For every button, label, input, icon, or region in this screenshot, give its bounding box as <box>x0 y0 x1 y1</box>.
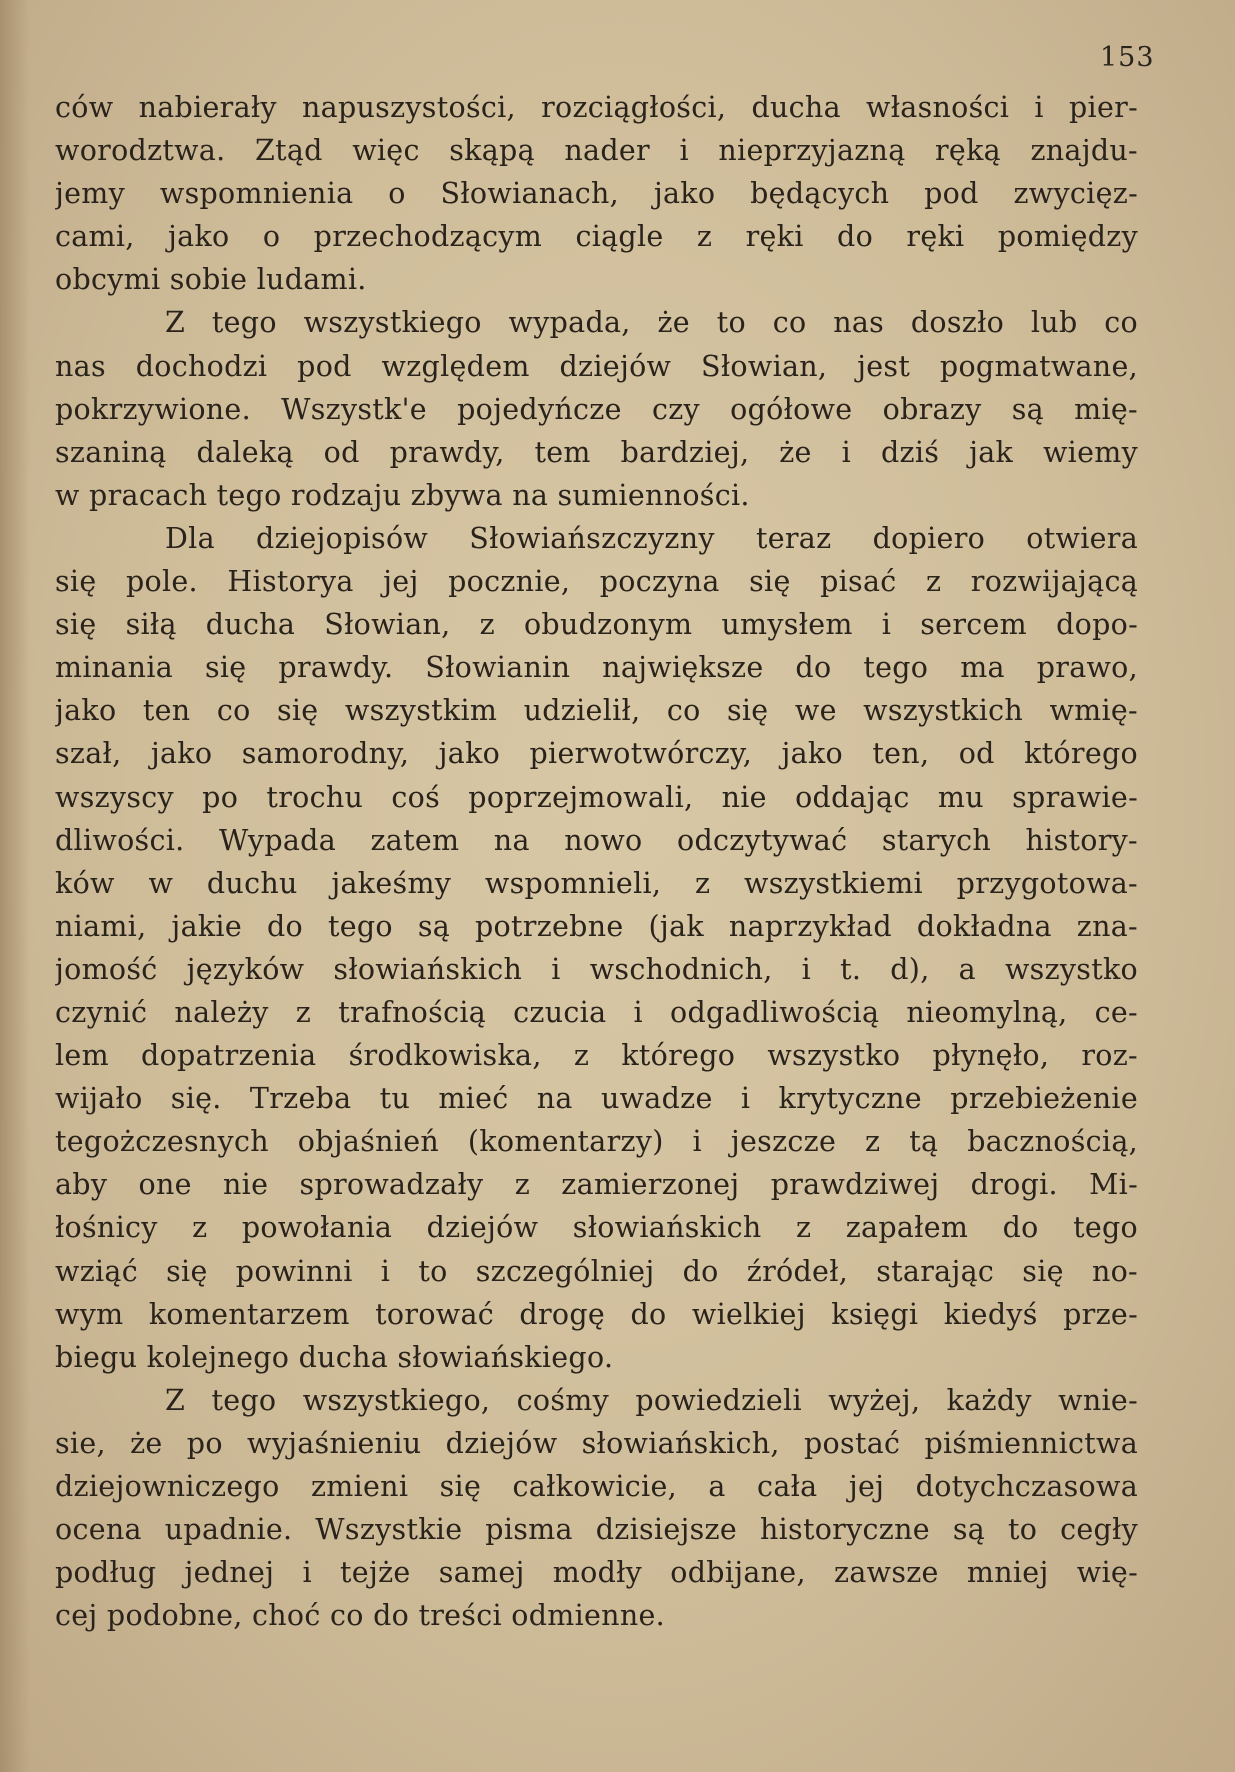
body-text <box>55 86 1138 1637</box>
text-line: dliwości. Wypada zatem na nowo odczytywać starych history- <box>55 823 1138 857</box>
text-line: wijało się. Trzeba tu mieć na uwadze i krytyczne przebieżenie <box>55 1082 1138 1116</box>
text-line: ków w duchu jakeśmy wspomnieli, z wszystkiemi przygotowa- <box>55 866 1138 900</box>
text-line: worodztwa. Ztąd więc skąpą nader i nieprzyjazną ręką znajdu- <box>55 134 1138 168</box>
page-number: 153 <box>1100 42 1155 73</box>
text-line: ców nabierały napuszystości, rozciągłości, ducha własności i pier- <box>55 91 1138 124</box>
text-line: wszyscy po trochu coś poprzejmowali, nie oddając mu sprawie- <box>55 780 1138 814</box>
text-line: łośnicy z powołania dziejów słowiańskich z zapałem do tego <box>55 1211 1138 1245</box>
text-line: obcymi sobie ludami. <box>55 263 367 297</box>
text-line: lem dopatrzenia środkowiska, z którego wszystko płynęło, roz- <box>55 1039 1138 1073</box>
page-edge-shadow <box>0 0 30 1772</box>
text-line: aby one nie sprowadzały z zamierzonej prawdziwej drogi. Mi- <box>55 1168 1138 1202</box>
text-line: jomość języków słowiańskich i wschodnich, i t. d), a wszystko <box>55 952 1138 986</box>
text-line: szaniną daleką od prawdy, tem bardziej, że i dziś jak wiemy <box>55 435 1138 469</box>
text-line: minania się prawdy. Słowianin największe do tego ma prawo, <box>55 651 1138 685</box>
text-line: szał, jako samorodny, jako pierwotwórczy, jako ten, od którego <box>55 737 1138 771</box>
text-line: dziejowniczego zmieni się całkowicie, a cała jej dotychczasowa <box>55 1470 1138 1503</box>
text-line: biegu kolejnego ducha słowiańskiego. <box>55 1340 614 1374</box>
text-line: ocena upadnie. Wszystkie pisma dzisiejsze historyczne są to cegły <box>55 1513 1138 1547</box>
text-line: niami, jakie do tego są potrzebne (jak naprzykład dokładna zna- <box>55 909 1138 943</box>
text-line: cami, jako o przechodzącym ciągle z ręki do ręki pomiędzy <box>55 220 1138 254</box>
text-line: tegożczesnych objaśnień (komentarzy) i jeszcze z tą bacznością, <box>55 1125 1138 1159</box>
text-line: czynić należy z trafnością czucia i odgadliwością nieomylną, ce- <box>55 995 1138 1029</box>
text-line: się siłą ducha Słowian, z obudzonym umysłem i sercem dopo- <box>55 608 1138 642</box>
text-line: jako ten co się wszystkim udzielił, co się we wszystkich wmię- <box>55 694 1138 728</box>
text-line: podług jednej i tejże samej modły odbijane, zawsze mniej wię- <box>55 1556 1138 1590</box>
text-line: cej podobne, choć co do treści odmienne. <box>55 1599 665 1633</box>
text-line: się pole. Historya jej pocznie, poczyna się pisać z rozwijającą <box>55 565 1138 599</box>
text-line: sie, że po wyjaśnieniu dziejów słowiańskich, postać piśmiennictwa <box>55 1426 1138 1460</box>
text-line: Z tego wszystkiego wypada, że to co nas doszło lub co <box>165 306 1138 340</box>
text-line: Dla dziejopisów Słowiańszczyzny teraz dopiero otwiera <box>165 521 1138 555</box>
text-line: jemy wspomnienia o Słowianach, jako będących pod zwycięz- <box>55 177 1138 211</box>
text-line: nas dochodzi pod względem dziejów Słowian, jest pogmatwane, <box>55 349 1138 383</box>
text-line: wym komentarzem torować drogę do wielkiej księgi kiedyś prze- <box>55 1297 1138 1331</box>
text-line: wziąć się powinni i to szczególniej do źródeł, starając się no- <box>55 1254 1138 1288</box>
text-line: w pracach tego rodzaju zbywa na sumienności. <box>55 478 750 512</box>
text-line: Z tego wszystkiego, cośmy powiedzieli wyżej, każdy wnie- <box>165 1383 1138 1417</box>
text-line: pokrzywione. Wszystk'e pojedyńcze czy ogółowe obrazy są mię- <box>55 392 1138 426</box>
